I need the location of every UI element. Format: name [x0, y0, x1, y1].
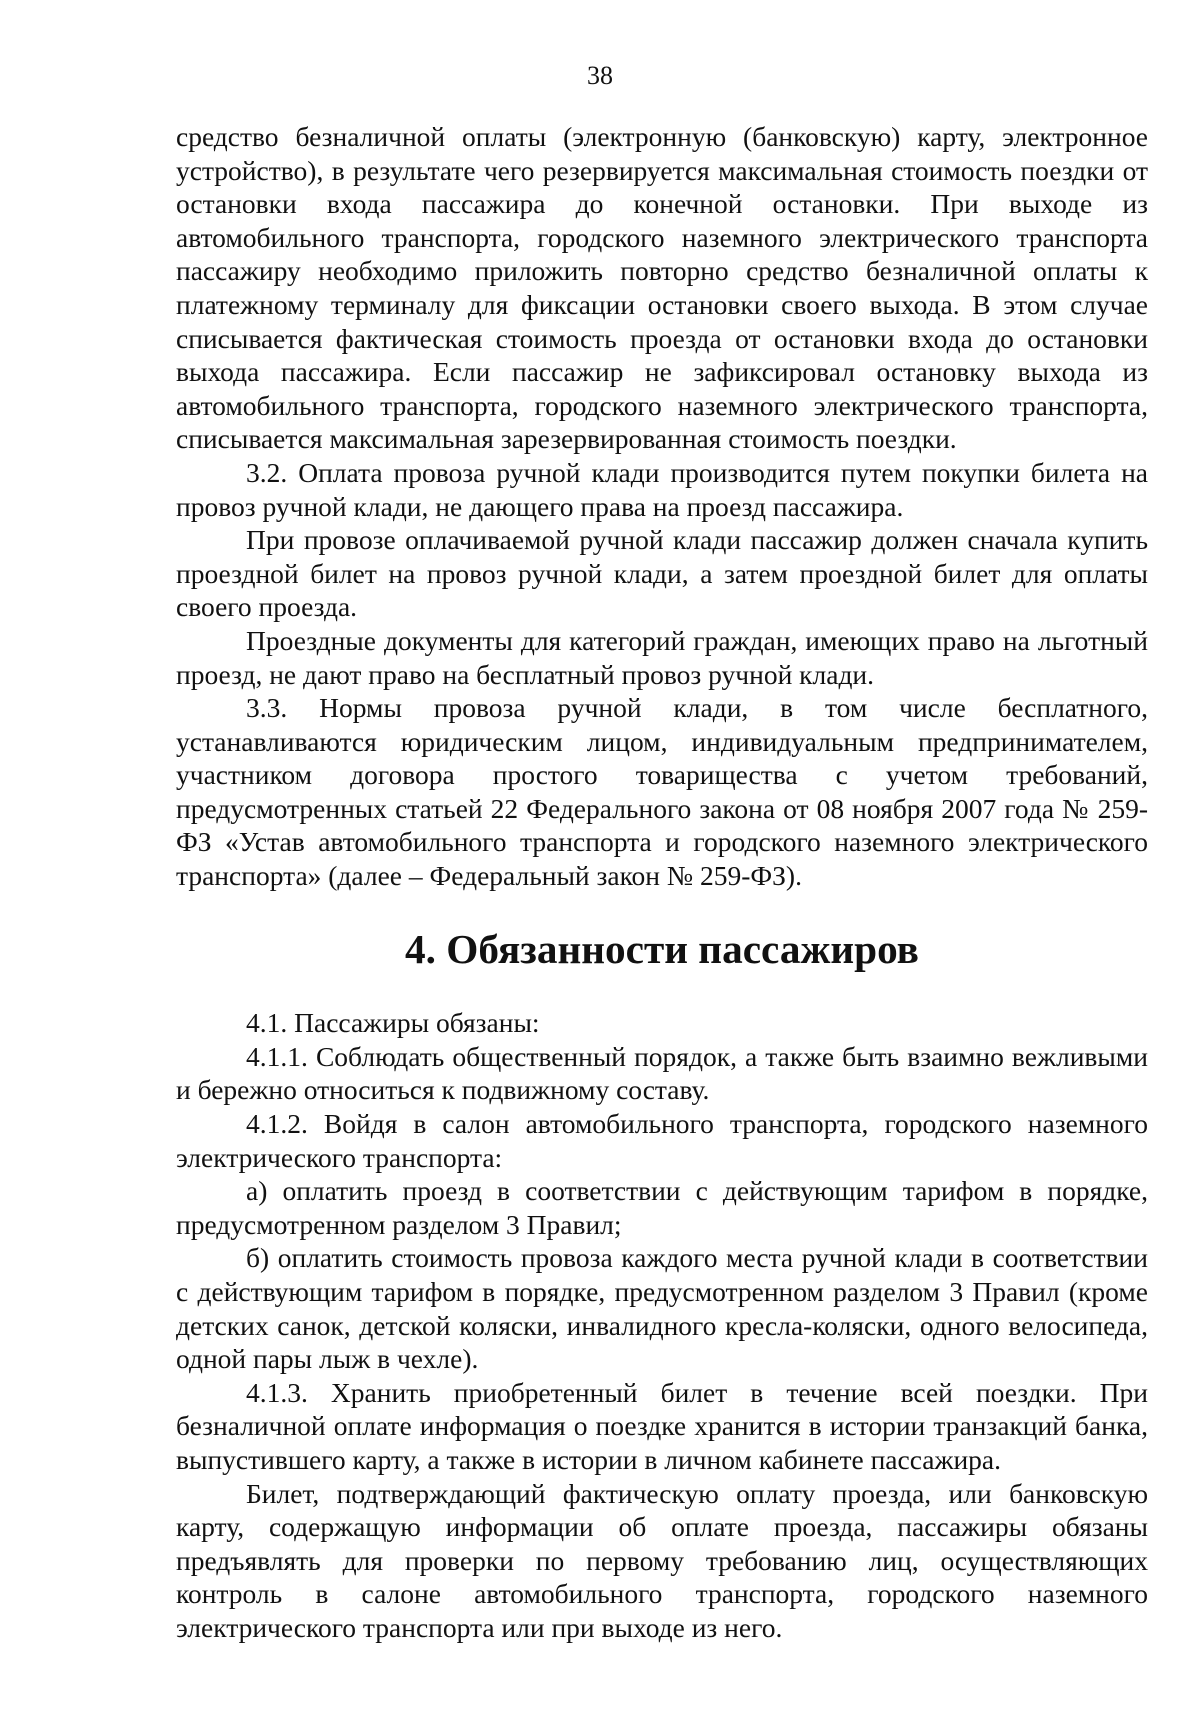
paragraph-payment-continuation: средство безналичной оплаты (электронную (банковскую) карту, электронное устройство), в результате чего резервируется максимальная стоимость поездки от остановки входа пассажира до конечной остановки. При выходе из автомобильного транспорта, городского наземного электрического транспорта пассажиру необходимо приложить повторно средство безналичной оплаты к платежному терминалу для фиксации остановки своего выхода. В этом случае списывается фактическая стоимость проезда от остановки входа до остановки выхода пассажира. Если пассажир не зафиксировал остановку выхода из автомобильного транспорта, городского наземного электрического транспорта, списывается максимальная зарезервированная стоимость поездки. — [176, 121, 1148, 455]
paragraph-item-b: б) оплатить стоимость провоза каждого места ручной клади в соответствии с действующим тарифом в порядке, предусмотренном разделом 3 Правил (кроме детских санок, детской коляски, инвалидного кресла-коляски, одного велосипеда, одной пары лыж в чехле). — [176, 1242, 1148, 1375]
paragraph-3-3: 3.3. Нормы провоза ручной клади, в том числе бесплатного, устанавливаются юридическим лицом, индивидуальным предпринимателем, участником договора простого товарищества с учетом требований, предусмотренных статьей 22 Федерального закона от 08 ноября 2007 года № 259-ФЗ «Устав автомобильного транспорта и городского наземного электрического транспорта» (далее – Федеральный закон № 259-ФЗ). — [176, 692, 1148, 892]
paragraph-item-a: а) оплатить проезд в соответствии с действующим тарифом в порядке, предусмотренном разделом 3 Правил; — [176, 1175, 1148, 1240]
paragraph-luggage-purchase-order: При провозе оплачиваемой ручной клади пассажир должен сначала купить проездной билет на провоз ручной клади, а затем проездной билет для оплаты своего проезда. — [176, 524, 1148, 623]
paragraph-3-2: 3.2. Оплата провоза ручной клади производится путем покупки билета на провоз ручной клади, не дающего права на проезд пассажира. — [176, 456, 1148, 522]
paragraph-4-1-3: 4.1.3. Хранить приобретенный билет в течение всей поездки. При безналичной оплате информация о поездке хранится в истории транзакций банка, выпустившего карту, а также в истории в личном кабинете пассажира. — [176, 1376, 1148, 1475]
paragraph-4-1-1: 4.1.1. Соблюдать общественный порядок, а также быть взаимно вежливыми и бережно относиться к подвижному составу. — [176, 1040, 1148, 1106]
paragraph-ticket-inspection: Билет, подтверждающий фактическую оплату проезда, или банковскую карту, содержащую информации об оплате проезда, пассажиры обязаны предъявлять для проверки по первому требованию лиц, осуществляющих контроль в салоне автомобильного транспорта, городского наземного электрического транспорта или при выходе из него. — [176, 1477, 1148, 1643]
paragraph-4-1-2: 4.1.2. Войдя в салон автомобильного транспорта, городского наземного электрического транспорта: — [176, 1108, 1148, 1173]
paragraph-4-1: 4.1. Пассажиры обязаны: — [246, 1007, 540, 1039]
page-number: 38 — [587, 61, 613, 90]
paragraph-benefit-documents: Проездные документы для категорий граждан, имеющих право на льготный проезд, не дают право на бесплатный провоз ручной клади. — [176, 624, 1148, 690]
section-heading: 4. Обязанности пассажиров — [405, 925, 919, 972]
page-body — [176, 120, 1148, 1645]
